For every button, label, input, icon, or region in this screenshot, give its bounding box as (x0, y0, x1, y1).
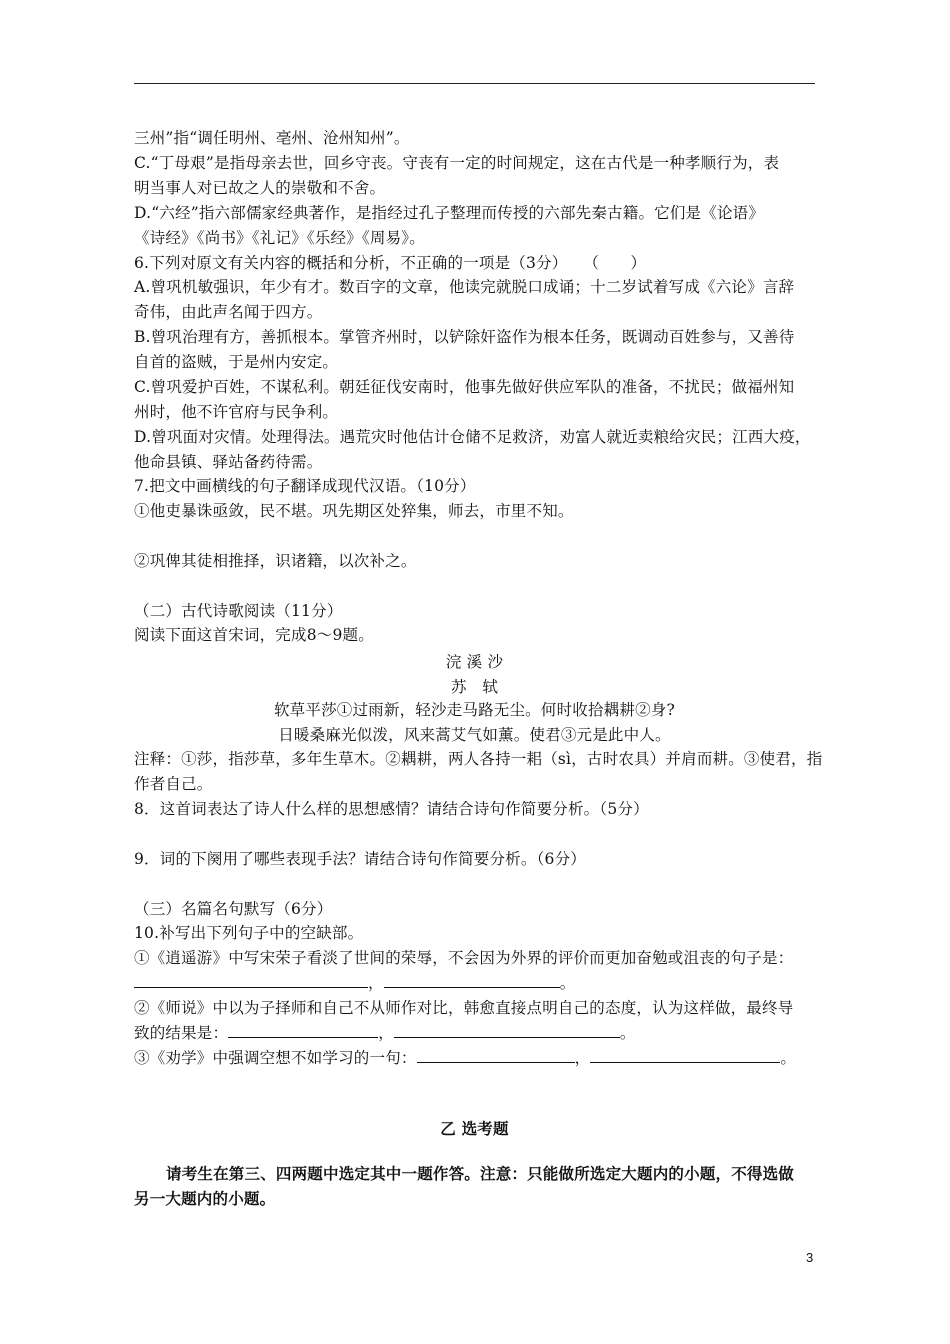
question-6: 6.下列对原文有关内容的概括和分析，不正确的一项是（3分） （ ） (134, 254, 647, 272)
answer-blank[interactable] (134, 973, 368, 988)
blank-prefix: ③《劝学》中强调空想不如学习的一句： (134, 1049, 417, 1067)
text-line: 自首的盗贼，于是州内安定。 (134, 353, 339, 371)
section-heading: （三）名篇名句默写（6分） (134, 900, 333, 918)
section-heading: （二）古代诗歌阅读（11分） (134, 602, 343, 620)
option-b-line: B.曾巩治理有方，善抓根本。掌管齐州时，以铲除奸盗作为根本任务，既调动百姓参与，又善待 (134, 328, 795, 346)
text-line: 作者自己。 (134, 775, 213, 793)
poem-line: 日暖桑麻光似泼，风来蒿艾气如薰。使君③元是此中人。 (278, 726, 671, 744)
answer-blank[interactable] (417, 1048, 575, 1063)
text-line: 他命县镇、驿站备药待需。 (134, 453, 323, 471)
option-c-line: C.“丁母艰”是指母亲去世，回乡守丧。守丧有一定的时间规定，这在古代是一种孝顺行为，表 (134, 154, 780, 172)
poem-line: 软草平莎①过雨新，轻沙走马路无尘。何时收拾耦耕②身? (273, 701, 675, 719)
option-d-line: D.“六经”指六部儒家经典著作，是指经过孔子整理而传授的六部先秦古籍。它们是《论语》 (134, 204, 765, 222)
option-a-line: A.曾巩机敏强识，年少有才。数百字的文章，他读完就脱口成诵；十二岁试着写成《六论》言辞 (134, 278, 795, 296)
poem-title: 浣 溪 沙 (445, 653, 504, 671)
poem-author: 苏 轼 (450, 678, 499, 696)
annotation-line: 注释：①莎，指莎草，多年生草木。②耦耕，两人各持一耜（sì，古时农具）并肩而耕。③使君，指 (134, 750, 823, 768)
sentence-1: ①他吏暴诛亟敛，民不堪。巩先期区处猝集，师去，市里不知。 (134, 502, 574, 520)
separator: ， (574, 1049, 591, 1067)
fill-blank-row-2 (134, 1023, 824, 1043)
question-7: 7.把文中画横线的句子翻译成现代汉语。（10分） (134, 477, 476, 495)
blank-prefix: 致的结果是： (134, 1024, 229, 1042)
option-d-line: D.曾巩面对灾情。处理得法。遇荒灾时他估计仓储不足救济，劝富人就近卖粮给灾民；江西大疫， (134, 428, 811, 446)
answer-blank[interactable] (384, 973, 560, 988)
fill-item-2: ②《师说》中以为子择师和自己不从师作对比，韩愈直接点明自己的态度，认为这样做，最终导 (134, 999, 794, 1017)
answer-blank[interactable] (590, 1048, 780, 1063)
question-8: 8．这首词表达了诗人什么样的思想感情？请结合诗句作简要分析。（5分） (134, 800, 649, 818)
period: 。 (619, 1024, 636, 1042)
text-line: 《诗经》《尚书》《礼记》《乐经》《周易》。 (134, 229, 425, 247)
period: 。 (780, 1049, 797, 1067)
answer-blank[interactable] (228, 1023, 378, 1038)
fill-blank-row-1 (134, 973, 824, 993)
fill-item-1: ①《逍遥游》中写宋荣子看淡了世间的荣辱，不会因为外界的评价而更加奋勉或沮丧的句子是： (134, 949, 794, 967)
text-line: 奇伟，由此声名闻于四方。 (134, 303, 323, 321)
sentence-2: ②巩俾其徒相推择，识诸籍，以次补之。 (134, 552, 417, 570)
instruction-bold: 请考生在第三、四两题中选定其中一题作答。注意：只能做所选定大题内的小题，不得选做 (166, 1164, 795, 1183)
text-line: 三州”指“调任明州、亳州、沧州知州”。 (134, 129, 410, 147)
text-line: 明当事人对已故之人的崇敬和不舍。 (134, 179, 386, 197)
separator: ， (368, 974, 384, 992)
separator: ， (378, 1024, 394, 1042)
header-rule (134, 83, 815, 84)
section-title: 乙 选考题 (440, 1119, 509, 1138)
answer-blank[interactable] (394, 1023, 620, 1038)
question-9: 9．词的下阕用了哪些表现手法？请结合诗句作简要分析。（6分） (134, 850, 586, 868)
instruction-bold: 另一大题内的小题。 (134, 1189, 276, 1208)
instruction-line: 阅读下面这首宋词，完成8～9题。 (134, 626, 374, 644)
option-c-line: C.曾巩爱护百姓，不谋私利。朝廷征伐安南时，他事先做好供应军队的准备，不扰民；做福州知 (134, 378, 795, 396)
question-10: 10.补写出下列句子中的空缺部。 (134, 924, 364, 942)
page-number: 3 (806, 1250, 814, 1265)
text-line: 州时，他不许官府与民争利。 (134, 403, 339, 421)
fill-blank-row-3 (134, 1048, 824, 1068)
period: 。 (559, 974, 576, 992)
